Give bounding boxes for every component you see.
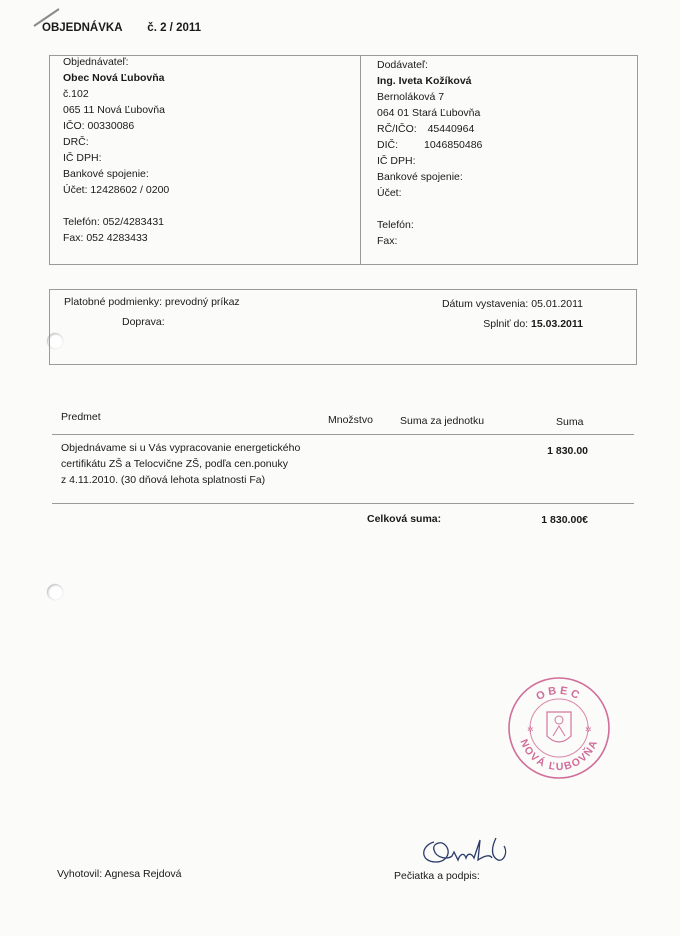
row-total: 1 830.00: [547, 445, 588, 457]
document-title: [42, 22, 201, 34]
stamp-top-text: OBEC: [534, 684, 584, 704]
supplier-line: 064 01 Stará Ľubovňa: [377, 107, 481, 119]
col-header-item: Predmet: [61, 411, 101, 423]
buyer-line: IČ DPH:: [63, 152, 102, 164]
buyer-phone: Telefón: 052/4283431: [63, 216, 165, 228]
col-header-unit: Suma za jednotku: [400, 415, 485, 427]
buyer-line: č.102: [63, 88, 89, 100]
supplier-rc: [377, 121, 482, 137]
issue-date: Dátum vystavenia: 05.01.2011: [441, 298, 583, 310]
supplier-block: [377, 57, 482, 249]
buyer-fax: Fax: 052 4283433: [63, 232, 148, 244]
supplier-line: IČ DPH:: [377, 155, 416, 167]
col-header-total: Suma: [556, 416, 584, 428]
row-rule: [52, 503, 634, 504]
municipal-stamp: [507, 676, 611, 780]
buyer-label: Objednávateľ:: [63, 56, 129, 68]
col-header-qty: Množstvo: [328, 414, 373, 426]
signature: [418, 832, 518, 872]
table-row: [61, 440, 300, 488]
header-rule: [52, 434, 634, 435]
supplier-dic: [377, 137, 482, 153]
stamp-signature-label: Pečiatka a podpis:: [394, 870, 480, 882]
buyer-line: Účet: 12428602 / 0200: [63, 184, 170, 196]
supplier-label: Dodávateľ:: [377, 59, 428, 71]
svg-text:OBEC: [534, 685, 584, 703]
fulfil-label: Splniť do:: [483, 318, 529, 330]
item-line: Objednávame si u Vás vypracovanie energetického: [61, 442, 301, 454]
order-number: č. 2 / 2011: [147, 22, 202, 34]
prepared-by: Vyhotovil: Agnesa Rejdová: [57, 868, 182, 880]
punch-hole: [47, 584, 63, 600]
order-label: OBJEDNÁVKA: [42, 22, 123, 34]
fulfil-date: [483, 316, 583, 332]
buyer-name: Obec Nová Ľubovňa: [63, 72, 165, 84]
buyer-line: IČO: 00330086: [63, 120, 135, 132]
supplier-fax: Fax:: [377, 235, 398, 247]
item-line: z 4.11.2010. (30 dňová lehota splatnosti Fa): [61, 474, 266, 486]
supplier-phone: Telefón:: [377, 219, 414, 231]
supplier-dic-label: DIČ:: [377, 139, 398, 151]
buyer-block: [63, 54, 169, 246]
supplier-line: Bankové spojenie:: [377, 171, 463, 183]
buyer-line: Bankové spojenie:: [63, 168, 149, 180]
supplier-dic-value: 1046850486: [424, 139, 483, 151]
supplier-rc-value: 45440964: [427, 123, 475, 135]
buyer-line: DRČ:: [63, 136, 89, 148]
supplier-line: Bernoláková 7: [377, 91, 445, 103]
sum-value: 1 830.00€: [541, 514, 588, 526]
fulfil-value: 15.03.2011: [531, 318, 583, 330]
parties-divider: [360, 55, 361, 264]
payment-terms: Platobné podmienky: prevodný príkaz: [64, 296, 240, 308]
buyer-line: 065 11 Nová Ľubovňa: [63, 104, 165, 116]
svg-text:✲: ✲: [527, 725, 534, 734]
supplier-name: Ing. Iveta Kožíková: [377, 75, 472, 87]
svg-text:✲: ✲: [585, 725, 592, 734]
transport: Doprava:: [122, 316, 165, 328]
stamp-bottom-text: NOVÁ ĽUBOVŇA: [517, 737, 601, 774]
supplier-line: Účet:: [377, 187, 402, 199]
sum-label: Celková suma:: [367, 513, 442, 525]
supplier-rc-label: RČ/IČO:: [377, 123, 417, 135]
item-line: certifikátu ZŠ a Telocvične ZŠ, podľa cen.ponuky: [61, 458, 288, 470]
